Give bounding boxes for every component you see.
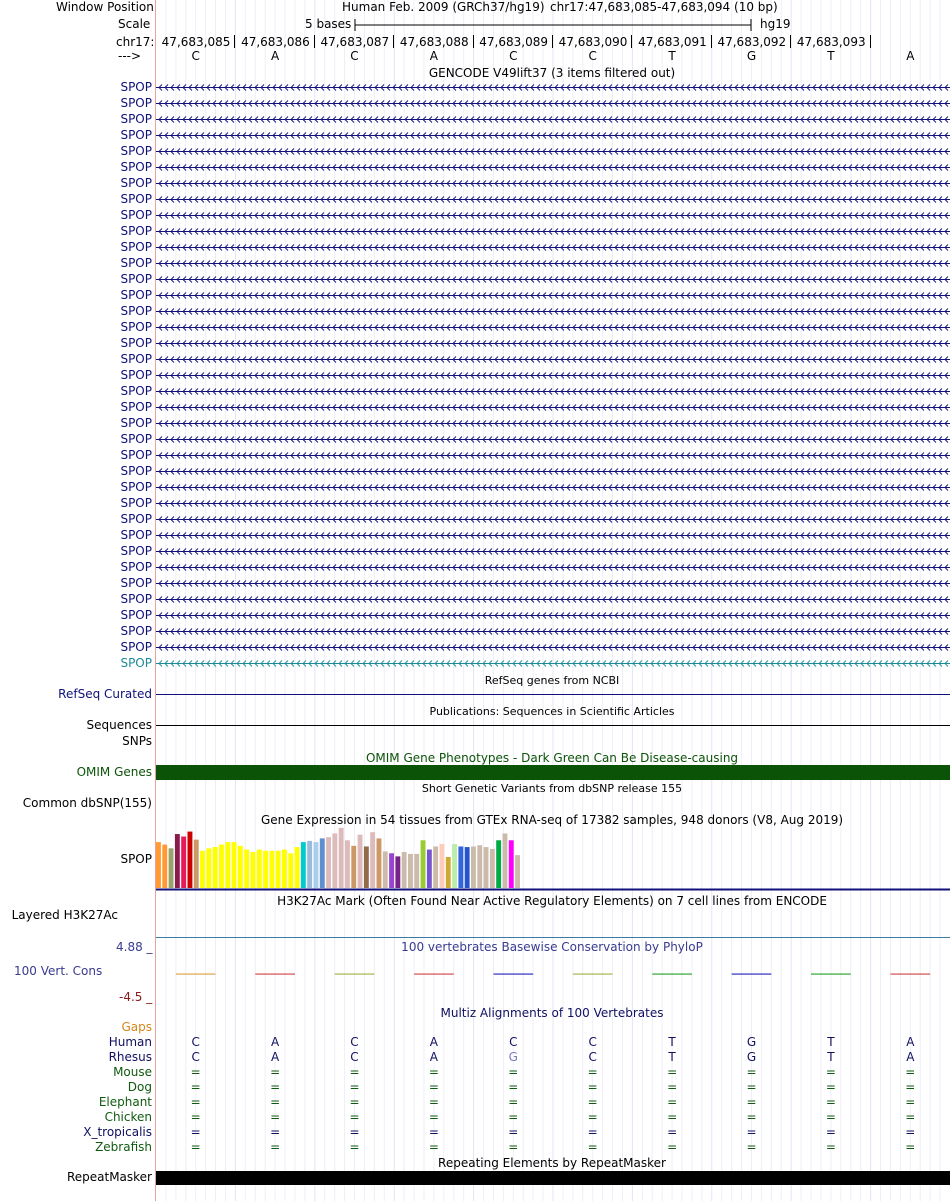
- multiz-gaps-label: Gaps: [121, 1020, 152, 1034]
- gencode-transcript-label[interactable]: SPOP: [120, 656, 152, 670]
- gtex-tissue-bar[interactable]: [320, 838, 325, 888]
- multiz-aligned-base: =: [508, 1095, 519, 1109]
- multiz-aligned-base: =: [270, 1065, 281, 1079]
- multiz-aligned-base: =: [270, 1095, 281, 1109]
- multiz-aligned-base: A: [270, 1050, 280, 1064]
- multiz-aligned-base: A: [906, 1050, 915, 1064]
- gtex-tissue-bar[interactable]: [351, 846, 356, 888]
- gtex-tissue-bar[interactable]: [314, 842, 319, 888]
- gtex-tissue-bar[interactable]: [490, 849, 495, 888]
- omim-track-title: OMIM Gene Phenotypes - Dark Green Can Be Disease-causing: [365, 751, 739, 765]
- scale-bases-text: 5 bases: [305, 17, 352, 31]
- gencode-transcript-line[interactable]: [156, 256, 950, 270]
- multiz-aligned-base: =: [508, 1080, 519, 1094]
- multiz-aligned-base: T: [668, 1035, 676, 1049]
- multiz-aligned-base: =: [825, 1095, 836, 1109]
- gencode-transcript-label[interactable]: SPOP: [120, 176, 152, 190]
- gencode-transcript-label[interactable]: SPOP: [120, 144, 152, 158]
- phylop-track-label[interactable]: 100 Vert. Cons: [14, 964, 103, 978]
- gencode-transcript-line[interactable]: [156, 192, 950, 206]
- window-position-label: Window Position: [56, 0, 154, 14]
- gencode-transcript-line[interactable]: [156, 320, 950, 334]
- gencode-transcript-label[interactable]: SPOP: [120, 624, 152, 638]
- multiz-aligned-base: =: [587, 1110, 598, 1124]
- scale-bar: [354, 18, 754, 32]
- gtex-tissue-bar[interactable]: [194, 840, 199, 888]
- multiz-aligned-base: C: [191, 1035, 200, 1049]
- multiz-aligned-base: =: [349, 1095, 360, 1109]
- gencode-transcript-line[interactable]: [156, 528, 950, 542]
- gencode-transcript-label[interactable]: SPOP: [120, 368, 152, 382]
- gtex-tissue-bar[interactable]: [496, 840, 501, 888]
- multiz-aligned-base: =: [190, 1095, 201, 1109]
- repeatmasker-track-title: Repeating Elements by RepeatMasker: [438, 1156, 666, 1170]
- multiz-aligned-base: =: [587, 1080, 598, 1094]
- gencode-transcript-label[interactable]: SPOP: [120, 224, 152, 238]
- gtex-track-title: Gene Expression in 54 tissues from GTEx RNA-seq of 17382 samples, 948 donors (V8, Aug 2019): [260, 813, 844, 827]
- multiz-aligned-base: =: [746, 1140, 757, 1154]
- reference-base: C: [191, 49, 200, 63]
- gtex-tissue-bar[interactable]: [433, 846, 438, 888]
- gencode-transcript-label[interactable]: SPOP: [120, 608, 152, 622]
- gtex-tissue-bar[interactable]: [288, 853, 293, 888]
- h3k27ac-baseline: [156, 937, 950, 938]
- multiz-aligned-base: =: [349, 1140, 360, 1154]
- scale-db-text: hg19: [760, 17, 791, 31]
- gencode-transcript-label[interactable]: SPOP: [120, 352, 152, 366]
- gtex-tissue-bar[interactable]: [156, 842, 161, 888]
- gencode-transcript-label[interactable]: SPOP: [120, 512, 152, 526]
- ruler-tick: [870, 35, 871, 48]
- gencode-transcript-label[interactable]: SPOP: [120, 288, 152, 302]
- omim-track-label[interactable]: OMIM Genes: [76, 765, 152, 779]
- gtex-tissue-bar[interactable]: [458, 846, 463, 888]
- gtex-tissue-bar[interactable]: [206, 848, 211, 888]
- gtex-tissue-bar[interactable]: [421, 840, 426, 888]
- gtex-tissue-bar[interactable]: [389, 853, 394, 888]
- multiz-aligned-base: =: [508, 1065, 519, 1079]
- reference-base: C: [350, 49, 359, 63]
- gtex-tissue-bar[interactable]: [307, 841, 312, 888]
- ruler-position-label: 47,683,086: [241, 35, 310, 49]
- gtex-tissue-bar[interactable]: [295, 847, 300, 888]
- multiz-aligned-base: =: [190, 1110, 201, 1124]
- gtex-tissue-bar[interactable]: [244, 850, 249, 888]
- multiz-aligned-base: =: [508, 1125, 519, 1139]
- multiz-aligned-base: =: [587, 1065, 598, 1079]
- gencode-transcript-label[interactable]: SPOP: [120, 464, 152, 478]
- multiz-aligned-base: =: [587, 1125, 598, 1139]
- gencode-transcript-line[interactable]: [156, 208, 950, 222]
- gencode-transcript-label[interactable]: SPOP: [120, 528, 152, 542]
- gencode-transcript-line[interactable]: [156, 608, 950, 622]
- gencode-transcript-line[interactable]: [156, 224, 950, 238]
- multiz-aligned-base: A: [429, 1035, 438, 1049]
- gencode-transcript-line[interactable]: [156, 336, 950, 350]
- gencode-transcript-line[interactable]: [156, 240, 950, 254]
- multiz-aligned-base: =: [190, 1065, 201, 1079]
- multiz-aligned-base: =: [428, 1110, 439, 1124]
- gencode-transcript-label[interactable]: SPOP: [120, 432, 152, 446]
- multiz-aligned-base: =: [667, 1110, 678, 1124]
- chrom-label: chr17:: [116, 35, 155, 49]
- gencode-transcript-line[interactable]: [156, 144, 950, 158]
- multiz-aligned-base: T: [827, 1050, 835, 1064]
- position-text: chr17:47,683,085-47,683,094 (10 bp): [550, 0, 778, 14]
- scale-label: Scale: [118, 17, 151, 31]
- phylop-track-title: 100 vertebrates Basewise Conservation by PhyloP: [401, 940, 703, 954]
- gencode-transcript-line[interactable]: [156, 352, 950, 366]
- gencode-transcript-label[interactable]: SPOP: [120, 496, 152, 510]
- gencode-transcript-label[interactable]: SPOP: [120, 96, 152, 110]
- gtex-tissue-bar[interactable]: [427, 850, 432, 888]
- h3k27ac-track-label[interactable]: Layered H3K27Ac: [11, 908, 118, 922]
- multiz-aligned-base: =: [190, 1140, 201, 1154]
- multiz-aligned-base: =: [270, 1125, 281, 1139]
- multiz-aligned-base: =: [587, 1140, 598, 1154]
- gtex-tissue-bar[interactable]: [358, 835, 363, 888]
- multiz-aligned-base: C: [588, 1050, 597, 1064]
- multiz-aligned-base: =: [825, 1110, 836, 1124]
- gtex-tissue-bar[interactable]: [326, 837, 331, 888]
- multiz-aligned-base: =: [905, 1140, 916, 1154]
- ruler-position-label: 47,683,088: [399, 35, 469, 49]
- gtex-tissue-bar[interactable]: [402, 852, 407, 888]
- gencode-transcript-label[interactable]: SPOP: [120, 560, 152, 574]
- repeatmasker-bar[interactable]: [156, 1171, 950, 1185]
- multiz-species-label[interactable]: Elephant: [98, 1095, 152, 1109]
- multiz-aligned-base: =: [428, 1140, 439, 1154]
- gencode-transcript-line[interactable]: [156, 656, 950, 670]
- multiz-aligned-base: =: [349, 1125, 360, 1139]
- gtex-tissue-bar[interactable]: [238, 846, 243, 888]
- multiz-aligned-base: =: [825, 1065, 836, 1079]
- multiz-species-label[interactable]: Zebrafish: [95, 1140, 152, 1154]
- gtex-tissue-bar[interactable]: [377, 838, 382, 888]
- multiz-species-label[interactable]: Mouse: [113, 1065, 152, 1079]
- multiz-aligned-base: =: [190, 1125, 201, 1139]
- reference-base: A: [429, 49, 438, 63]
- multiz-aligned-base: A: [429, 1050, 438, 1064]
- gtex-tissue-bar[interactable]: [251, 852, 256, 888]
- gtex-tissue-bar[interactable]: [213, 847, 218, 888]
- gtex-tissue-bar[interactable]: [276, 851, 281, 888]
- reference-base: G: [746, 49, 757, 63]
- gtex-tissue-bar[interactable]: [219, 845, 224, 888]
- gencode-transcript-label[interactable]: SPOP: [120, 160, 152, 174]
- gencode-transcript-label[interactable]: SPOP: [120, 272, 152, 286]
- gencode-transcript-label[interactable]: SPOP: [120, 304, 152, 318]
- gencode-transcript-line[interactable]: [156, 560, 950, 574]
- reference-base: C: [509, 49, 518, 63]
- gencode-transcript-label[interactable]: SPOP: [120, 640, 152, 654]
- refseq-track-title: RefSeq genes from NCBI: [484, 674, 620, 687]
- multiz-aligned-base: =: [508, 1110, 519, 1124]
- gtex-track-label[interactable]: SPOP: [120, 852, 152, 866]
- multiz-aligned-base: =: [667, 1125, 678, 1139]
- multiz-aligned-base: =: [825, 1140, 836, 1154]
- omim-gene-bar[interactable]: [156, 765, 950, 780]
- gtex-tissue-bar[interactable]: [263, 851, 268, 888]
- multiz-aligned-base: =: [905, 1110, 916, 1124]
- dbsnp-track-title: Short Genetic Variants from dbSNP release 155: [421, 782, 683, 795]
- gencode-transcript-line[interactable]: [156, 80, 950, 94]
- gtex-tissue-bar[interactable]: [370, 832, 375, 888]
- gencode-transcript-line[interactable]: [156, 432, 950, 446]
- phylop-max-label: 4.88 _: [116, 940, 153, 954]
- gencode-transcript-label[interactable]: SPOP: [120, 240, 152, 254]
- multiz-aligned-base: =: [746, 1095, 757, 1109]
- gencode-track-title: GENCODE V49lift37 (3 items filtered out): [428, 66, 676, 80]
- reference-base: C: [588, 49, 597, 63]
- multiz-aligned-base: =: [825, 1125, 836, 1139]
- gtex-tissue-bar[interactable]: [162, 845, 167, 888]
- refseq-track-label[interactable]: RefSeq Curated: [58, 687, 152, 701]
- multiz-aligned-base: =: [190, 1080, 201, 1094]
- multiz-aligned-base: =: [825, 1080, 836, 1094]
- multiz-aligned-base: =: [746, 1080, 757, 1094]
- gtex-tissue-bar[interactable]: [440, 844, 445, 888]
- gencode-transcript-line[interactable]: [156, 512, 950, 526]
- multiz-species-label[interactable]: Dog: [127, 1080, 152, 1094]
- gencode-transcript-line[interactable]: [156, 176, 950, 190]
- multiz-species-label[interactable]: Chicken: [104, 1110, 152, 1124]
- gencode-transcript-line[interactable]: [156, 544, 950, 558]
- multiz-aligned-base: G: [508, 1050, 518, 1064]
- multiz-species-label[interactable]: Human: [108, 1035, 152, 1049]
- multiz-aligned-base: C: [350, 1050, 359, 1064]
- gtex-tissue-bar[interactable]: [345, 840, 350, 888]
- multiz-aligned-base: G: [746, 1050, 757, 1064]
- multiz-aligned-base: G: [746, 1035, 757, 1049]
- multiz-aligned-base: =: [667, 1140, 678, 1154]
- gtex-tissue-bar[interactable]: [503, 833, 508, 888]
- multiz-aligned-base: =: [905, 1065, 916, 1079]
- gtex-tissue-bar[interactable]: [383, 851, 388, 888]
- multiz-species-label[interactable]: X_tropicalis: [83, 1125, 152, 1139]
- strand-label: --->: [118, 49, 142, 63]
- gtex-tissue-bar[interactable]: [232, 842, 237, 888]
- gencode-transcript-line[interactable]: [156, 288, 950, 302]
- multiz-aligned-base: =: [270, 1110, 281, 1124]
- gencode-transcript-label[interactable]: SPOP: [120, 192, 152, 206]
- gtex-tissue-bar[interactable]: [414, 854, 419, 888]
- gencode-transcript-line[interactable]: [156, 304, 950, 318]
- multiz-aligned-base: C: [509, 1035, 518, 1049]
- h3k27ac-track-title: H3K27Ac Mark (Often Found Near Active Regulatory Elements) on 7 cell lines from ENCODE: [277, 894, 827, 908]
- ruler-position-label: 47,683,091: [638, 35, 707, 49]
- gtex-tissue-bar[interactable]: [395, 856, 400, 888]
- gencode-transcript-line[interactable]: [156, 640, 950, 654]
- multiz-aligned-base: =: [428, 1065, 439, 1079]
- reference-base: T: [668, 49, 676, 63]
- multiz-aligned-base: =: [349, 1065, 360, 1079]
- gencode-transcript-line[interactable]: [156, 416, 950, 430]
- multiz-aligned-base: T: [668, 1050, 676, 1064]
- gencode-transcript-label[interactable]: SPOP: [120, 544, 152, 558]
- assembly-text: Human Feb. 2009 (GRCh37/hg19): [342, 0, 545, 14]
- reference-base: T: [827, 49, 835, 63]
- gencode-transcript-label[interactable]: SPOP: [120, 448, 152, 462]
- multiz-aligned-base: =: [270, 1080, 281, 1094]
- gencode-transcript-label[interactable]: SPOP: [120, 112, 152, 126]
- gtex-tissue-bar[interactable]: [471, 846, 476, 888]
- reference-base: A: [270, 49, 280, 63]
- gtex-tissue-bar[interactable]: [339, 828, 344, 888]
- multiz-aligned-base: =: [270, 1140, 281, 1154]
- multiz-aligned-base: =: [428, 1080, 439, 1094]
- gencode-transcript-line[interactable]: [156, 576, 950, 590]
- multiz-aligned-base: =: [667, 1065, 678, 1079]
- multiz-aligned-base: =: [587, 1095, 598, 1109]
- gtex-tissue-bar[interactable]: [408, 854, 413, 888]
- ruler-position-label: 47,683,090: [558, 35, 628, 49]
- gtex-tissue-bar[interactable]: [364, 846, 369, 888]
- multiz-aligned-base: =: [905, 1125, 916, 1139]
- multiz-aligned-base: C: [588, 1035, 597, 1049]
- multiz-aligned-base: =: [667, 1080, 678, 1094]
- gencode-transcript-line[interactable]: [156, 160, 950, 174]
- gencode-transcript-line[interactable]: [156, 96, 950, 110]
- gtex-tissue-bar[interactable]: [446, 857, 451, 888]
- gencode-transcript-label[interactable]: SPOP: [120, 592, 152, 606]
- ruler-position-label: 47,683,092: [717, 35, 787, 49]
- publications-track-title: Publications: Sequences in Scientific Articles: [429, 705, 675, 718]
- multiz-aligned-base: =: [746, 1065, 757, 1079]
- gencode-transcript-line[interactable]: [156, 400, 950, 414]
- gencode-transcript-line[interactable]: [156, 480, 950, 494]
- ruler-position-label: 47,683,089: [479, 35, 548, 49]
- gtex-tissue-bar[interactable]: [181, 837, 186, 888]
- gtex-tissue-bar[interactable]: [269, 851, 274, 888]
- gencode-transcript-line[interactable]: [156, 464, 950, 478]
- multiz-aligned-base: =: [905, 1095, 916, 1109]
- reference-base: A: [906, 49, 915, 63]
- gtex-tissue-bar[interactable]: [257, 850, 262, 888]
- gtex-expression-chart[interactable]: [156, 826, 950, 892]
- gtex-tissue-bar[interactable]: [188, 832, 193, 888]
- gtex-tissue-bar[interactable]: [175, 834, 180, 888]
- gencode-transcript-label[interactable]: SPOP: [120, 128, 152, 142]
- publications-track-label[interactable]: Sequences: [86, 718, 152, 732]
- gencode-transcript-label[interactable]: SPOP: [120, 400, 152, 414]
- multiz-aligned-base: T: [827, 1035, 835, 1049]
- multiz-aligned-base: =: [905, 1080, 916, 1094]
- multiz-aligned-base: =: [349, 1110, 360, 1124]
- gencode-transcript-label[interactable]: SPOP: [120, 256, 152, 270]
- gencode-transcript-line[interactable]: [156, 112, 950, 126]
- gtex-tissue-bar[interactable]: [169, 848, 174, 888]
- ruler-position-label: 47,683,093: [796, 35, 866, 49]
- gencode-transcript-line[interactable]: [156, 368, 950, 382]
- gencode-transcript-line[interactable]: [156, 496, 950, 510]
- gencode-transcript-label[interactable]: SPOP: [120, 480, 152, 494]
- gtex-tissue-bar[interactable]: [477, 845, 482, 888]
- gtex-tissue-bar[interactable]: [484, 847, 489, 888]
- gtex-tissue-bar[interactable]: [465, 847, 470, 888]
- gencode-transcript-label[interactable]: SPOP: [120, 384, 152, 398]
- refseq-gene-line[interactable]: [156, 694, 950, 695]
- ruler-position-label: 47,683,087: [320, 35, 390, 49]
- multiz-aligned-base: C: [350, 1035, 359, 1049]
- multiz-aligned-base: =: [746, 1110, 757, 1124]
- phylop-min-label: -4.5 _: [119, 990, 153, 1004]
- gencode-transcript-line[interactable]: [156, 448, 950, 462]
- gtex-tissue-bar[interactable]: [225, 842, 230, 888]
- gencode-transcript-label[interactable]: SPOP: [120, 320, 152, 334]
- phylop-signal[interactable]: [156, 947, 950, 999]
- multiz-aligned-base: =: [349, 1080, 360, 1094]
- gencode-transcript-label[interactable]: SPOP: [120, 576, 152, 590]
- gtex-tissue-bar[interactable]: [200, 851, 205, 888]
- gtex-tissue-bar[interactable]: [509, 840, 514, 888]
- gencode-transcript-line[interactable]: [156, 384, 950, 398]
- multiz-aligned-base: =: [746, 1125, 757, 1139]
- gencode-transcript-label[interactable]: SPOP: [120, 416, 152, 430]
- gencode-transcript-line[interactable]: [156, 592, 950, 606]
- gencode-transcript-label[interactable]: SPOP: [120, 208, 152, 222]
- gencode-transcript-line[interactable]: [156, 272, 950, 286]
- multiz-aligned-base: =: [667, 1095, 678, 1109]
- multiz-aligned-base: A: [906, 1035, 915, 1049]
- multiz-aligned-base: =: [428, 1125, 439, 1139]
- gtex-tissue-bar[interactable]: [515, 855, 520, 888]
- multiz-aligned-base: A: [270, 1035, 280, 1049]
- gencode-transcript-label[interactable]: SPOP: [120, 336, 152, 350]
- multiz-aligned-base: =: [508, 1140, 519, 1154]
- multiz-aligned-base: C: [191, 1050, 200, 1064]
- dbsnp-track-label[interactable]: Common dbSNP(155): [22, 796, 152, 810]
- repeatmasker-track-label[interactable]: RepeatMasker: [66, 1170, 152, 1184]
- gtex-tissue-bar[interactable]: [301, 842, 306, 888]
- gtex-tissue-bar[interactable]: [282, 850, 287, 888]
- publications-line[interactable]: [156, 725, 950, 726]
- gencode-transcript-line[interactable]: [156, 128, 950, 142]
- snps-track-label[interactable]: SNPs: [122, 734, 152, 748]
- multiz-aligned-base: =: [428, 1095, 439, 1109]
- multiz-track-title: Multiz Alignments of 100 Vertebrates: [440, 1006, 664, 1020]
- gtex-tissue-bar[interactable]: [332, 833, 337, 888]
- ruler-position-label: 47,683,085: [161, 35, 231, 49]
- gtex-tissue-bar[interactable]: [452, 844, 457, 888]
- multiz-species-label[interactable]: Rhesus: [108, 1050, 152, 1064]
- gencode-transcript-label[interactable]: SPOP: [120, 80, 152, 94]
- gencode-transcript-line[interactable]: [156, 624, 950, 638]
